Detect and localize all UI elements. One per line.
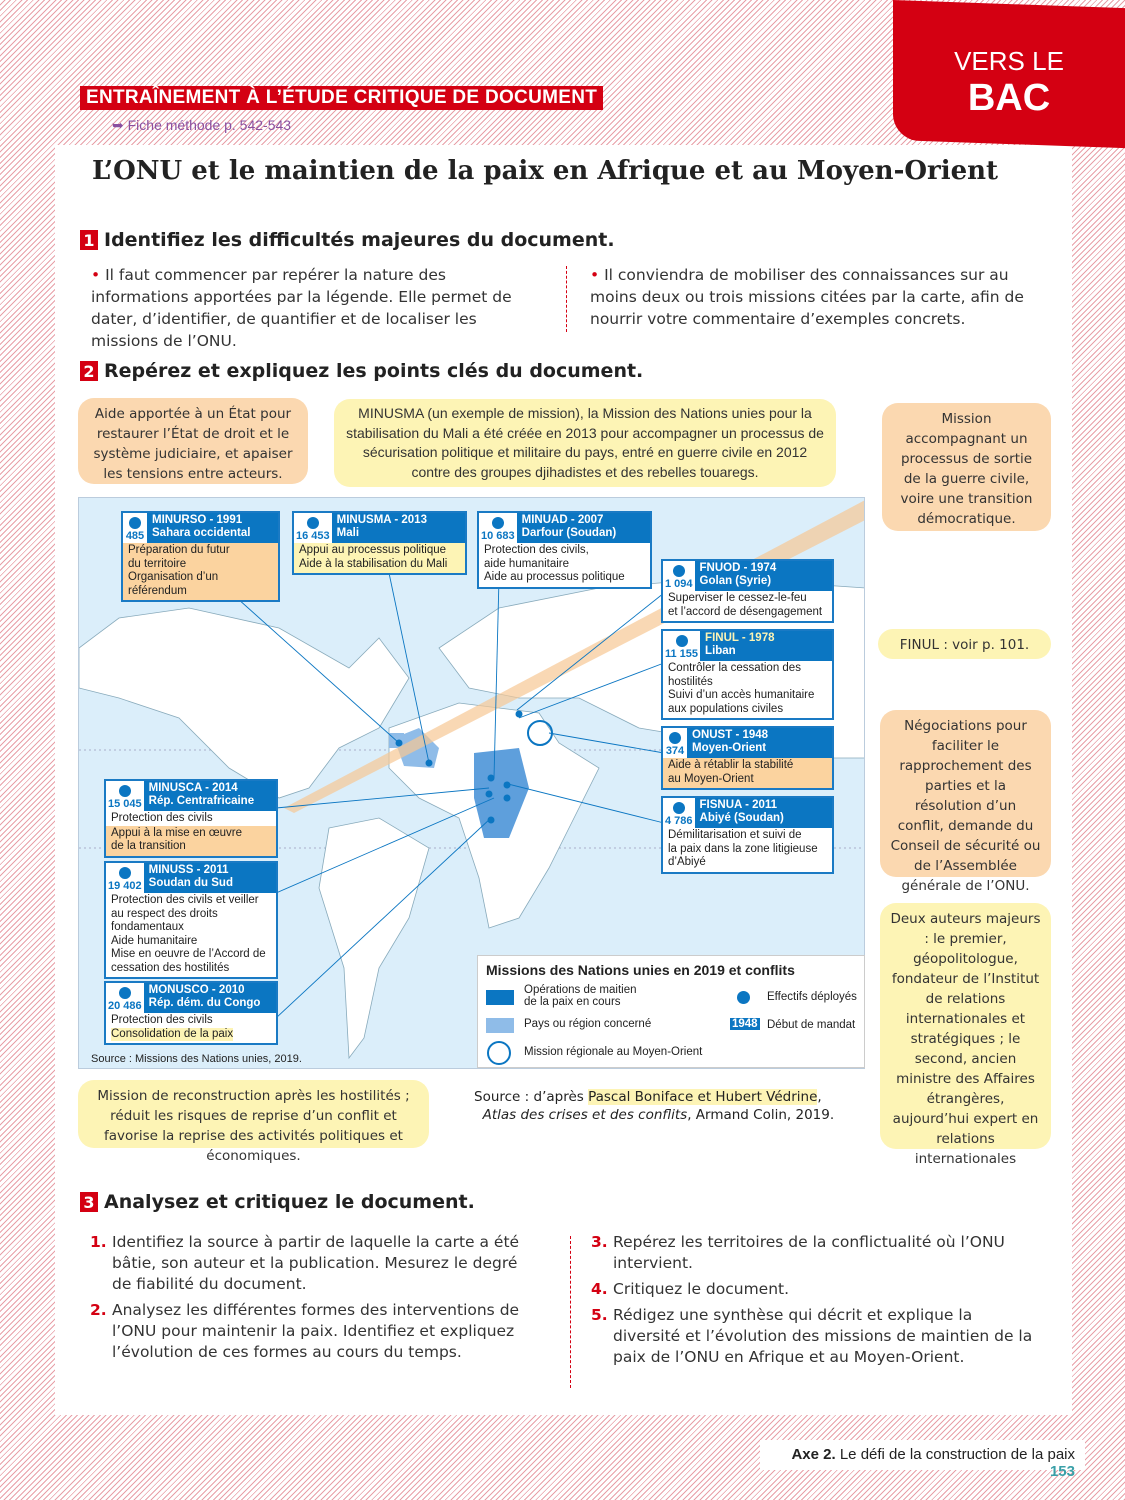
section-title: Repérez et expliquez les points clés du document. <box>104 360 644 382</box>
question-number: 1. <box>90 1233 107 1251</box>
annotation-reconstruction: Mission de reconstruction après les hostilités ; réduit les risques de reprise d’un conflit et favorise la reprise des activités politiques et économiques. <box>78 1080 429 1148</box>
question-item <box>591 1279 1041 1300</box>
troop-count: 11 155 <box>665 647 699 660</box>
footer-title: Le défi de la construction de la paix <box>835 1446 1075 1463</box>
mission-line: Organisation d’un référendum <box>128 571 219 597</box>
effectifs-dot-icon <box>737 991 750 1004</box>
mission-name: FNUOD - 1974 <box>699 562 777 574</box>
legend-effectifs: Effectifs déployés <box>767 991 857 1003</box>
mission-line: fondamentaux <box>111 921 184 933</box>
section1-heading <box>80 229 615 251</box>
mission-place: Mali <box>336 527 360 539</box>
questions-left <box>90 1232 540 1363</box>
mission-name: FISNUA - 2011 <box>699 799 778 811</box>
question-item <box>90 1300 540 1363</box>
question-number: 5. <box>591 1306 608 1324</box>
question-text: Critiquez le document. <box>613 1280 790 1298</box>
question-number: 3. <box>591 1233 608 1251</box>
mission-name: MONUSCO - 2010 <box>148 984 245 996</box>
questions-right <box>591 1232 1041 1368</box>
mission-name: MINURSO - 1991 <box>152 514 243 526</box>
mission-line: Mise en oeuvre de l’Accord de <box>111 948 266 960</box>
troops-dot-icon <box>673 802 685 814</box>
mission-line: Suivi d’un accès humanitaire <box>668 689 815 701</box>
mission-name: MINUSCA - 2014 <box>148 782 238 794</box>
tip-left: • Il faut commencer par repérer la nature des informations apportées par la légende. Elle permet de dater, d’identifier, de quantifier et de localiser les missions de l’ONU. <box>91 266 512 350</box>
troops-dot-icon <box>676 635 688 647</box>
question-item <box>591 1232 1041 1274</box>
troops-dot-icon <box>307 517 319 529</box>
section-title: Identifiez les difficultés majeures du document. <box>104 229 615 251</box>
source-prefix: Source : d’après <box>474 1089 589 1105</box>
document-source <box>474 1088 874 1124</box>
question-number: 4. <box>591 1280 608 1298</box>
mission-place: Rép. dém. du Congo <box>148 997 261 1009</box>
section2-heading <box>80 360 643 382</box>
annotation-sortie: Mission accompagnant un processus de sortie de la guerre civile, voire une transition démocratique. <box>882 403 1051 531</box>
divider <box>570 1236 571 1388</box>
mission-card-minusca <box>104 779 278 858</box>
mission-card-minuad <box>477 511 652 589</box>
question-item <box>90 1232 540 1295</box>
mission-card-finul <box>661 629 834 720</box>
mission-card-minuss <box>104 861 278 979</box>
mission-place: Abiyé (Soudan) <box>699 812 784 824</box>
mission-line: aide humanitaire <box>484 557 570 570</box>
troop-count: 485 <box>125 529 145 542</box>
troop-count: 19 402 <box>108 879 142 892</box>
mission-card-fnuod <box>661 559 834 623</box>
troops-dot-icon <box>119 867 131 879</box>
mission-place: Soudan du Sud <box>148 877 233 889</box>
source-suffix: , <box>817 1089 822 1105</box>
legend-pays: Pays ou région concerné <box>524 1018 652 1030</box>
section3-heading <box>80 1191 475 1213</box>
pays-swatch <box>486 1018 514 1033</box>
mission-line: la paix dans la zone litigieuse <box>668 842 818 855</box>
year-sample: 1948 <box>732 1018 758 1030</box>
south-america-shape <box>319 818 429 1058</box>
mission-line: Protection des civils <box>111 1014 213 1026</box>
map-source: Source : Missions des Nations unies, 2019. <box>91 1053 302 1065</box>
troops-dot-icon <box>669 732 681 744</box>
tip-text: Il conviendra de mobiliser des connaissances sur au moins deux ou trois missions citées par la carte, afin de nourrir votre commentaire d’exemples concrets. <box>590 266 1024 328</box>
bac-line2: BAC <box>967 77 1051 120</box>
mission-line: Appui à la mise en œuvre <box>111 826 243 839</box>
mission-line: Contrôler la cessation des <box>668 662 801 674</box>
troop-count: 16 453 <box>296 529 330 542</box>
mission-line: du territoire <box>128 557 187 570</box>
legend-debut: Début de mandat <box>767 1019 856 1031</box>
mission-place: Rép. Centrafricaine <box>148 795 255 807</box>
mission-line: cessation des hostilités <box>111 961 230 974</box>
section-number: 3 <box>80 1192 98 1212</box>
mission-card-fisnua <box>661 796 834 874</box>
mission-line: Démilitarisation et suivi de <box>668 829 802 841</box>
mission-line: Consolidation de la paix <box>111 1027 234 1040</box>
mission-line: Protection des civils <box>111 812 213 824</box>
annotation-finul: FINUL : voir p. 101. <box>878 629 1051 659</box>
annotation-negociations: Négociations pour faciliter le rapprochement des parties et la résolution d’un conflit, demande du Conseil de sécurité ou de l’Assemblée générale de l’ONU. <box>880 710 1051 877</box>
mission-line: Protection des civils et veiller <box>111 894 259 906</box>
mission-line: de la transition <box>111 840 186 852</box>
question-text: Analysez les différentes formes des interventions de l’ONU pour maintenir la paix. Identifiez et expliquez l’évolution de ces formes au cours du temps. <box>112 1301 520 1361</box>
annotation-auteurs: Deux auteurs majeurs : le premier, géopolitologue, fondateur de l’Institut de relations internationales et stratégiques ; le second, ancien ministre des Affaires étrangères, aujourd’hui expert en relations internationales <box>880 903 1051 1149</box>
mission-place: Darfour (Soudan) <box>521 527 617 539</box>
troop-count: 374 <box>665 744 685 757</box>
ops-swatch <box>486 990 514 1005</box>
mission-line: Préparation du futur <box>128 544 230 556</box>
troops-dot-icon <box>492 517 504 529</box>
mission-place: Golan (Syrie) <box>699 575 772 587</box>
page-title: L’ONU et le maintien de la paix en Afrique et au Moyen-Orient <box>92 156 999 186</box>
map-legend <box>477 955 865 1068</box>
troop-count: 10 683 <box>481 529 515 542</box>
annotation-etat: Aide apportée à un État pour restaurer l’État de droit et le système judiciaire, et apaiser les tensions entre acteurs. <box>78 398 308 484</box>
page-number: 153 <box>1049 1463 1075 1480</box>
section-number: 1 <box>80 230 98 250</box>
section-number: 2 <box>80 361 98 381</box>
legend-regionale: Mission régionale au Moyen-Orient <box>524 1046 703 1058</box>
troops-dot-icon <box>129 517 141 529</box>
tip-text: Il faut commencer par repérer la nature des informations apportées par la légende. Elle permet de dater, d’identifier, de quantifier et de localiser les missions de l’ONU. <box>91 266 512 350</box>
mission-name: MINUSMA - 2013 <box>336 514 427 526</box>
troops-dot-icon <box>119 785 131 797</box>
mission-line: Superviser le cessez-le-feu <box>668 592 807 604</box>
vers-le-bac-badge <box>893 0 1125 148</box>
footer-axe: Axe 2. <box>791 1446 836 1463</box>
divider <box>566 266 567 332</box>
troops-dot-icon <box>673 565 685 577</box>
mission-name: ONUST - 1948 <box>692 729 769 741</box>
mission-line: Aide au processus politique <box>484 571 625 583</box>
mission-line: hostilités <box>668 675 713 688</box>
mission-name: MINUSS - 2011 <box>148 864 229 876</box>
mission-place: Liban <box>705 645 736 657</box>
troop-count: 4 786 <box>665 814 693 827</box>
method-link[interactable]: ➥ Fiche méthode p. 542-543 <box>112 117 292 133</box>
source-publisher: , Armand Colin, 2019. <box>687 1107 835 1123</box>
mission-card-minusma <box>292 511 467 575</box>
mission-card-onust <box>661 726 834 790</box>
troops-dot-icon <box>119 987 131 999</box>
question-item <box>591 1305 1041 1368</box>
mission-line: au Moyen-Orient <box>668 772 754 785</box>
mission-card-minurso <box>121 511 280 602</box>
bac-line1: VERS LE <box>954 46 1064 77</box>
troop-count: 20 486 <box>108 999 142 1012</box>
section-title: Analysez et critiquez le document. <box>104 1191 475 1213</box>
source-authors: Pascal Boniface et Hubert Védrine <box>588 1089 818 1105</box>
mission-place: Moyen-Orient <box>692 742 767 754</box>
mission-name: FINUL - 1978 <box>705 632 775 644</box>
source-book: Atlas des crises et des conflits <box>482 1107 688 1123</box>
mission-line: au respect des droits <box>111 907 218 920</box>
mission-place: Sahara occidental <box>152 527 251 539</box>
question-text: Identifiez la source à partir de laquelle la carte a été bâtie, son auteur et la publication. Mesurez le degré de fiabilité du document. <box>112 1233 520 1293</box>
page-footer <box>760 1440 1085 1480</box>
troop-count: 1 094 <box>665 577 693 590</box>
mission-line: Aide à rétablir la stabilité <box>668 759 794 771</box>
mission-name: MINUAD - 2007 <box>521 514 604 526</box>
mission-line: d’Abiyé <box>668 856 706 868</box>
mission-line: Aide humanitaire <box>111 934 198 947</box>
legend-ops: Opérations de maitien de la paix en cours <box>524 984 637 1008</box>
legend-title: Missions des Nations unies en 2019 et conflits <box>486 962 795 978</box>
mission-line: aux populations civiles <box>668 702 784 715</box>
regional-circle-icon <box>487 1041 511 1065</box>
troop-count: 15 045 <box>108 797 142 810</box>
section-tag: ENTRAÎNEMENT À L’ÉTUDE CRITIQUE DE DOCUMENT <box>80 86 603 110</box>
annotation-minusma: MINUSMA (un exemple de mission), la Mission des Nations unies pour la stabilisation du Mali a été créée en 2013 pour accompagner un processus de sécurisation politique et militaire du pays, entré en guerre civile en 2012 contre des groupes djihadistes et des rebelles touaregs. <box>334 399 836 487</box>
question-text: Repérez les territoires de la conflictualité où l’ONU intervient. <box>613 1233 1005 1272</box>
tip-right: • Il conviendra de mobiliser des connaissances sur au moins deux ou trois missions citées par la carte, afin de nourrir votre commentaire d’exemples concrets. <box>590 266 1024 328</box>
mission-line: Appui au processus politique <box>299 544 447 556</box>
question-number: 2. <box>90 1301 107 1319</box>
mission-line: Protection des civils, <box>484 544 589 556</box>
mission-line: et l’accord de désengagement <box>668 605 823 618</box>
question-text: Rédigez une synthèse qui décrit et explique la diversité et l’évolution des missions de maintien de la paix de l’ONU en Afrique et au Moyen-Orient. <box>613 1306 1033 1366</box>
mission-card-monusco <box>104 981 278 1045</box>
mission-line: Aide à la stabilisation du Mali <box>299 557 448 570</box>
